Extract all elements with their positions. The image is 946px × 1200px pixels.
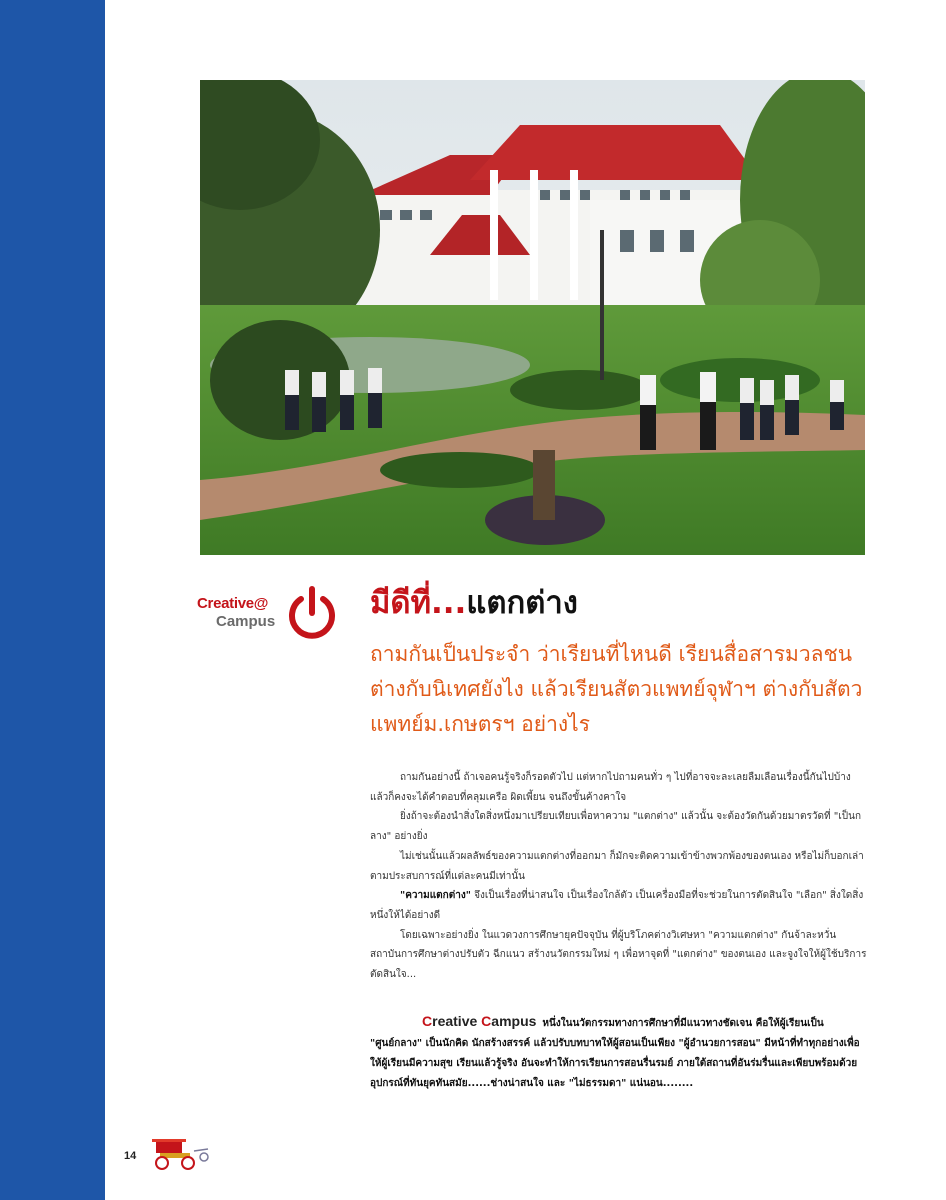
body-paragraph-5: โดยเฉพาะอย่างยิ่ง ในแวดวงการศึกษายุคปัจจุบัน ที่ผู้บริโภคต่างวิเศษหา "ความแตกต่าง" กันจ้าละหวั่น สถาบันการศึกษาต่างปรับตัว ฉีกแนว สร้างนวัตกรรมใหม่ ๆ เพื่อหาจุดที่ "แตกต่าง" ของตนเอง และจูงใจให้ผู้ใช้บริการตัดสินใจ...	[370, 929, 867, 981]
lead-line: ต่างกับนิเทศยังไง แล้วเรียนสัตวแพทย์จุฬาฯ ต่างกับสัตว	[370, 677, 863, 701]
body-paragraph-1: ถามกันอย่างนี้ ถ้าเจอคนรู้จริงก็รอดตัวไป แต่หากไปถามคนทั่ว ๆ ไปที่อาจจะละเลยลืมเลือนเรื่องนี้กันไปบ้างแล้วก็คงจะได้คำตอบที่คลุมเครือ ผิดเพี้ยน จนถึงขั้นค้างคาใจ	[370, 772, 851, 803]
emphasis-difference: "ความแตกต่าง"	[400, 890, 471, 902]
rickshaw-icon	[150, 1135, 218, 1171]
body-paragraph-4	[370, 886, 868, 925]
body-paragraph-3: ไม่เช่นนั้นแล้วผลลัพธ์ของความแตกต่างที่ออกมา ก็มักจะติดความเข้าข้างพวกพ้องของตนเอง หรือไม่ก็บอกเล่าตามประสบการณ์ที่แต่ละคนมีเท่านั้น	[370, 850, 864, 882]
lead-line: แพทย์ม.เกษตรฯ อย่างไร	[370, 712, 590, 736]
closing-paragraph	[370, 1011, 868, 1094]
headline	[370, 583, 578, 623]
creative-campus-brand: Creative Campus	[422, 1013, 537, 1029]
headline-part-2: แตกต่าง	[466, 585, 578, 621]
campus-photo	[200, 80, 865, 555]
closing-text: หนึ่งในนวัตกรรมทางการศึกษาที่มีแนวทางชัดเจน คือให้ผู้เรียนเป็น "ศูนย์กลาง" เป็นนักคิด นักสร้างสรรค์ แล้วปรับบทบาทให้ผู้สอนเป็นเพียง "ผู้อำนวยการสอน" มีหน้าที่ทำทุกอย่างเพื่อให้ผู้เรียนมีความสุข เรียนแล้วรู้จริง อันจะทำให้การเรียนการสอนรื่นรมย์ ภายใต้สถานที่อันร่มรื่นและเพียบพร้อมด้วยอุปกรณ์ที่ทันยุคทันสมัย......ช่างน่าสนใจ และ "ไม่ธรรมดา" แน่นอน........	[370, 1018, 860, 1089]
body-paragraph-2: ยิ่งถ้าจะต้องนำสิ่งใดสิ่งหนึ่งมาเปรียบเทียบเพื่อหาความ "แตกต่าง" แล้วนั้น จะต้องวัดกันด้วยมาตรวัดที่ "เป็นกลาง" อย่างยิ่ง	[370, 811, 862, 843]
page-number: 14	[124, 1150, 137, 1162]
logo-line-2: Campus	[216, 613, 276, 630]
body-paragraph-4-rest: จึงเป็นเรื่องที่น่าสนใจ เป็นเรื่องใกล้ตัว เป็นเครื่องมือที่จะช่วยในการตัดสินใจ "เลือก" สิ่งใดสิ่งหนึ่งให้ได้อย่างดี	[370, 890, 864, 921]
logo-line-1: Creative@	[197, 595, 269, 612]
blue-side-bar	[0, 0, 105, 1200]
headline-part-1: มีดีที่...	[370, 585, 467, 621]
creative-campus-logo	[197, 585, 337, 645]
body-text	[370, 768, 868, 985]
power-icon	[287, 585, 337, 643]
lead-paragraph	[370, 637, 890, 742]
lead-line: ถามกันเป็นประจำ ว่าเรียนที่ไหนดี เรียนสื่อสารมวลชน	[370, 642, 853, 666]
